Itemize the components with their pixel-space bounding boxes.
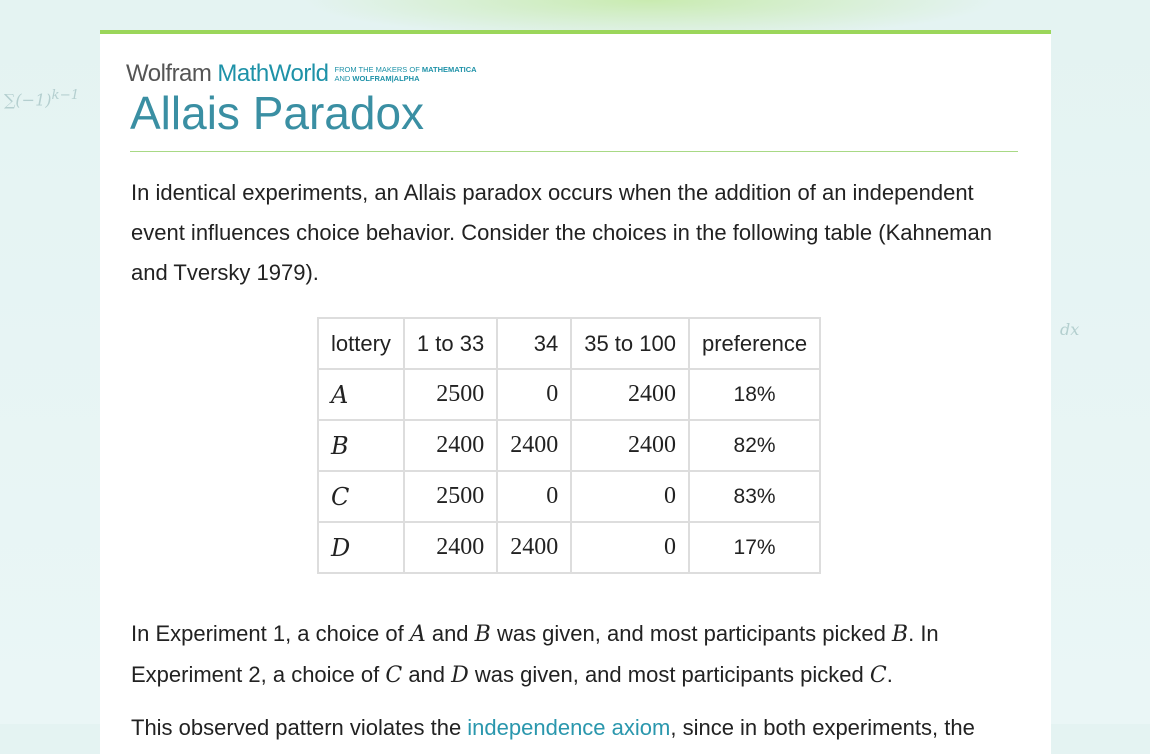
page-title: Allais Paradox	[130, 87, 425, 139]
column-header: 1 to 33	[404, 318, 497, 369]
column-header: 34	[497, 318, 571, 369]
table-cell: D	[318, 522, 404, 573]
table-row	[318, 522, 820, 573]
title-divider	[130, 151, 1018, 152]
table-cell: 2400	[404, 522, 497, 573]
table-cell: 0	[497, 471, 571, 522]
table-row	[318, 420, 820, 471]
column-header: lottery	[318, 318, 404, 369]
independence-paragraph: This observed pattern violates the independence axiom, since in both experiments, the	[131, 715, 975, 740]
table-cell: 18%	[689, 369, 820, 420]
table-cell: 82%	[689, 420, 820, 471]
table-cell: 2400	[497, 522, 571, 573]
logo-wolfram: Wolfram	[126, 60, 212, 87]
table-header-row	[318, 318, 820, 369]
table-cell: 0	[497, 369, 571, 420]
independence-axiom-link[interactable]: independence axiom	[467, 715, 671, 740]
table-cell: 2500	[404, 471, 497, 522]
table-cell: A	[318, 369, 404, 420]
table-cell: 2400	[404, 420, 497, 471]
mathworld-logo[interactable]	[126, 60, 477, 88]
table-cell: 83%	[689, 471, 820, 522]
experiment-paragraph: In Experiment 1, a choice of A and B was given, and most participants picked B. In Experiment 2, a choice of C and D was given, and most participants picked C.	[131, 621, 939, 688]
table-row	[318, 369, 820, 420]
logo-mathworld: MathWorld	[217, 60, 329, 87]
table-cell: 0	[571, 471, 689, 522]
content-card	[100, 30, 1051, 754]
column-header: 35 to 100	[571, 318, 689, 369]
table-cell: B	[318, 420, 404, 471]
table-cell: 2400	[571, 420, 689, 471]
table-row	[318, 471, 820, 522]
lottery-table	[317, 317, 821, 574]
table-cell: 17%	[689, 522, 820, 573]
table-cell: 2400	[497, 420, 571, 471]
intro-paragraph: In identical experiments, an Allais paradox occurs when the addition of an independent event influences choice behavior. Consider the choices in the following table (Kahneman and Tversky 1979).	[131, 180, 992, 285]
logo-tagline: FROM THE MAKERS OF MATHEMATICA AND WOLFRAM|ALPHA	[334, 65, 477, 83]
column-header: preference	[689, 318, 820, 369]
background-formula: dx	[1060, 320, 1080, 339]
table-cell: C	[318, 471, 404, 522]
table-cell: 0	[571, 522, 689, 573]
background-formula: $\sum(-1)^{k-1}$	[4, 88, 80, 110]
table-cell: 2400	[571, 369, 689, 420]
table-cell: 2500	[404, 369, 497, 420]
